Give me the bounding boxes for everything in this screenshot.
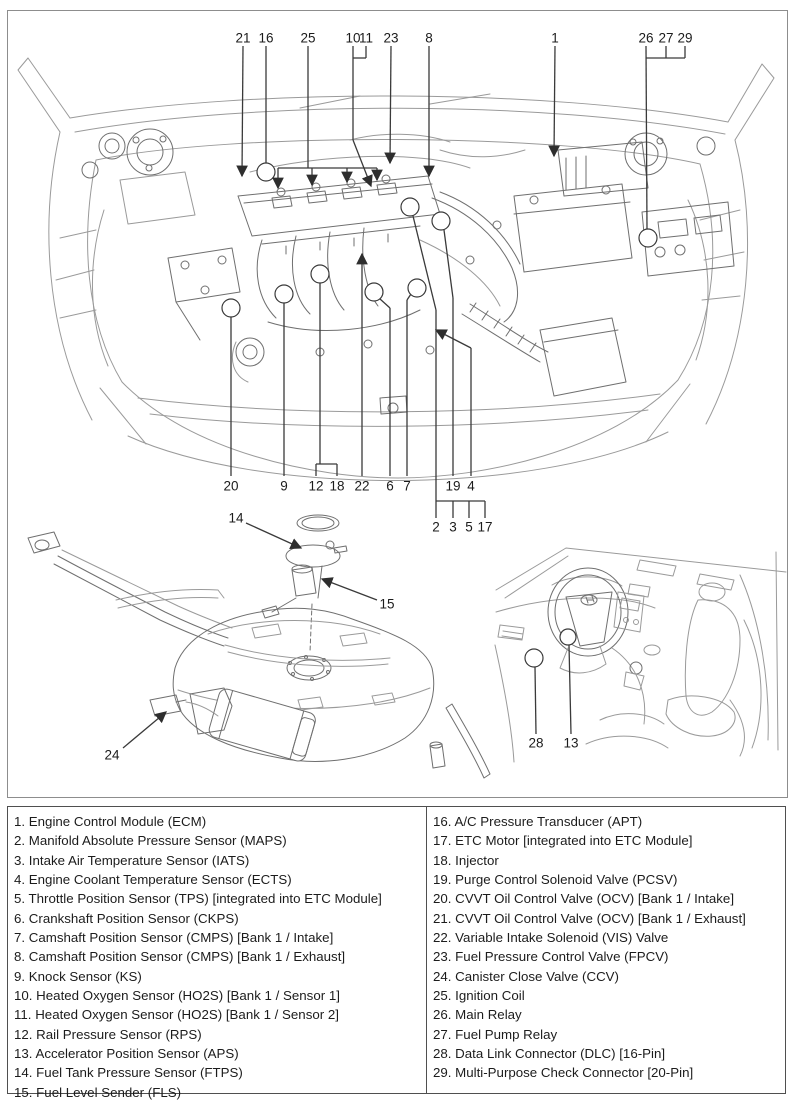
legend-item: 14. Fuel Tank Pressure Sensor (FTPS): [14, 1065, 243, 1081]
legend-item: 22. Variable Intake Solenoid (VIS) Valve: [433, 930, 669, 946]
legend-item: 13. Accelerator Position Sensor (APS): [14, 1046, 239, 1062]
callout-number-28: 28: [528, 735, 544, 751]
legend-item: 18. Injector: [433, 852, 499, 868]
legend-item: 6. Crankshaft Position Sensor (CKPS): [14, 910, 239, 926]
callout-number-24: 24: [104, 747, 120, 763]
callout-number-29: 29: [677, 30, 693, 46]
legend-item: 4. Engine Coolant Temperature Sensor (ECTS): [14, 872, 292, 888]
callout-number-3: 3: [449, 519, 457, 535]
legend-item: 24. Canister Close Valve (CCV): [433, 968, 619, 984]
legend-item: 10. Heated Oxygen Sensor (HO2S) [Bank 1 / Sensor 1]: [14, 988, 340, 1004]
figure-frame: [7, 10, 788, 798]
callout-number-17: 17: [477, 519, 493, 535]
callout-number-7: 7: [403, 478, 411, 494]
legend-item: 29. Multi-Purpose Check Connector [20-Pin]: [433, 1065, 694, 1081]
legend-item: 19. Purge Control Solenoid Valve (PCSV): [433, 872, 678, 888]
callout-number-22: 22: [354, 478, 370, 494]
callout-number-9: 9: [280, 478, 288, 494]
callout-number-6: 6: [386, 478, 394, 494]
legend-item: 28. Data Link Connector (DLC) [16-Pin]: [433, 1046, 666, 1062]
legend-item: 8. Camshaft Position Sensor (CMPS) [Bank 1 / Exhaust]: [14, 949, 346, 965]
legend-item: 20. CVVT Oil Control Valve (OCV) [Bank 1 / Intake]: [433, 891, 735, 907]
legend-item: 1. Engine Control Module (ECM): [14, 814, 207, 829]
component-legend: [7, 806, 786, 1100]
legend-item: 16. A/C Pressure Transducer (APT): [433, 814, 643, 829]
callout-number-18: 18: [329, 478, 345, 494]
callout-number-16: 16: [258, 30, 274, 46]
callout-number-25: 25: [300, 30, 316, 46]
callout-number-27: 27: [658, 30, 674, 46]
callout-number-11: 11: [358, 30, 374, 46]
callout-number-2: 2: [432, 519, 440, 535]
legend-item: 9. Knock Sensor (KS): [14, 968, 142, 984]
legend-item: 27. Fuel Pump Relay: [433, 1026, 558, 1042]
legend-item: 12. Rail Pressure Sensor (RPS): [14, 1026, 202, 1042]
callout-number-15: 15: [379, 596, 395, 612]
legend-item: 5. Throttle Position Sensor (TPS) [integrated into ETC Module]: [14, 891, 382, 907]
callout-number-10: 10: [345, 30, 361, 46]
legend-item: 7. Camshaft Position Sensor (CMPS) [Bank 1 / Intake]: [14, 930, 334, 946]
legend-item: 26. Main Relay: [433, 1007, 522, 1023]
legend-item: 23. Fuel Pressure Control Valve (FPCV): [433, 949, 669, 965]
callout-number-14: 14: [228, 510, 244, 526]
legend-item: 15. Fuel Level Sender (FLS): [14, 1084, 182, 1100]
callout-number-12: 12: [308, 478, 324, 494]
callout-number-5: 5: [465, 519, 473, 535]
legend-column-right: [427, 807, 785, 1093]
callout-number-21: 21: [235, 30, 251, 46]
legend-item: 21. CVVT Oil Control Valve (OCV) [Bank 1 / Exhaust]: [433, 910, 746, 926]
legend-item: 2. Manifold Absolute Pressure Sensor (MAPS): [14, 833, 287, 849]
callout-number-23: 23: [383, 30, 399, 46]
callout-number-26: 26: [638, 30, 654, 46]
callout-number-1: 1: [551, 30, 559, 46]
legend-item: 17. ETC Motor [integrated into ETC Module]: [433, 833, 693, 849]
callout-number-19: 19: [445, 478, 461, 494]
callout-number-8: 8: [425, 30, 433, 46]
callout-number-13: 13: [563, 735, 579, 751]
callout-number-20: 20: [223, 478, 239, 494]
legend-item: 11. Heated Oxygen Sensor (HO2S) [Bank 1 / Sensor 2]: [14, 1007, 339, 1023]
legend-column-left: [8, 807, 427, 1100]
legend-item: 3. Intake Air Temperature Sensor (IATS): [14, 852, 250, 868]
legend-item: 25. Ignition Coil: [433, 988, 525, 1004]
callout-number-4: 4: [467, 478, 475, 494]
